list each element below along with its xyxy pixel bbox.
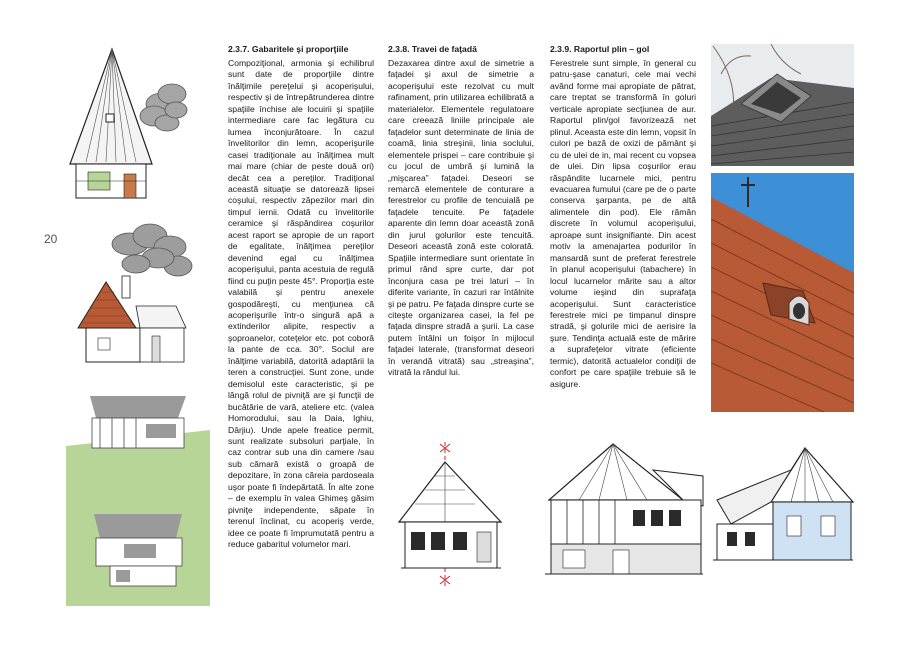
section-heading: 2.3.7. Gabaritele şi proporţiile <box>228 44 349 54</box>
proportions-illustration <box>66 44 210 606</box>
section-dimensions-proportions <box>228 44 374 550</box>
section-heading: 2.3.9. Raportul plin – gol <box>550 44 650 54</box>
tile-roof-dormer-photo <box>711 173 854 412</box>
section-heading: 2.3.8. Travei de faţadă <box>388 44 477 54</box>
barn-house-sketch <box>711 440 854 590</box>
section-solid-void-ratio <box>550 44 696 390</box>
section-facade-bays <box>388 44 534 379</box>
porch-house-sketch <box>543 440 705 590</box>
section-text: Ferestrele sunt simple, în general cu patru-şase canaturi, cele mai vechi având forme mai apropiate de pătrat, care treptat se transformă în goluri verticale apropiate secţiunea de aur. Raportul plin/gol favorizează net plinul. Aceasta este din lemn, vopsit în culori pe bază de oxizi de pământ şi cu de ulei de in, mai recent cu vopsea de ulei. Din lipsa coşurilor erau răspândite lucarnele mici, pentru evacuarea fumului (care pe de o parte conserva şarpanta, pe de altă alimentele din pod). Ele rămân discrete în volumul acoperişului, aproape sunt insignifiante. Din acest motiv la amenajartea podurilor în mansardă sunt de preferat ferestrele în planul acoperişului (tabachere) în locul lucarnelor mărite sau a altor volume ieşind din suprafaţa acoperişului. Sunt caracteristice ferestrele mici pe timpanul dinspre stradă, şi golurile mici de aerisire la şure. Tendinţa actuală este de mărire a suprafeţelor vitrate (eficiente termic), datorită actualelor condiţii de confort pe care spaţiile trebuie să le asigure. <box>550 58 696 389</box>
wooden-shingle-roof-photo <box>711 44 854 166</box>
tile-roof-house-sketch <box>78 224 192 362</box>
section-text: Compoziţional, armonia şi echilibrul sunt date de proporţiile dintre înălţimile pereţelui şi acoperişului, respectiv şi de întrepătrunderea dintre spaţiile închise ale locuirii şi spaţiile intermediare care fac legătura cu lumea înconjurătoare. În cazul învelitorilor din lemn, acoperişurile casei tradiţionale au înălţimea mult mai mare (chiar de peste două ori) decât cea a pereţilor. Tradiţional această situaţie se datorează lipsei coşului, respectiv zăpezilor mari din timpul iernii. Odată cu învelitorile ceramice şi răspândirea coşurilor acest raport se apropie de un raport de egalitate, înălţimea pereţilor devenind egal cu înălţimea acoperişului, panta acestuia de regulă fiind cu puţin peste 45°. Proporţia este valabilă şi pentru anexele gospodăreşti, cu menţiunea că acoperişurile într-o singură apă a extinderilor alipite, respectiv a şoproanelor, coteţelor etc. pot coborâ la pante de cca. 30°. Soclul are înălţime variabilă, datorită adaptării la teren a construcţiei. Sunt zone, unde demisolul este caracteristic, şi pe lângă rolul de pivniţă are şi funcţii de bucătărie de vară, ateliere etc. (valea Homorodului, sau la Daia, Ighiu, Dârjiu). Unde apele freatice permit, sunt realizate subsoluri parţiale, în caz contrar sub una din camere /sau sub cămară există o groapă de depozitare, în zona căreia pardoseala uşor poate fi îndepărtată. În alte zone – de exemplu în valea Ghimeş găsim pivniţe independente, săpate în terenul înclinat, cu acoperiş verde, idee ce poate fi împrumutată pentru a reduce gabaritul volumelor mari. <box>228 58 374 550</box>
facade-axis-sketch <box>395 440 507 590</box>
section-text: Dezaxarea dintre axul de simetrie a faţadei şi axul de simetrie a acoperişului este rezolvat cu mult rafinament, prin utilizarea echilibrată a materialelor. Elementele regulatoare care creează liniile principale ale faţadelor sunt determinate de linia de coamă, linia streşinii, linia soclului, elementele prispei – care contribuie şi cu jocul de umbră şi lumină la „mişcarea” faţadei. Deseori se remarcă elementele de conturare a ferestrelor cu profile de tencuială pe faţadele tencuite. Pe faţadele aparente din lemn doar această zonă din jurul golurilor este tencuită. Deseori această zonă este colorată. Spaţiile intermediare sunt orientate în primul rând spre curte, dar pot înconjura casa pe trei laturi – în diferite variante, în cazuri rar întâlnite şi pe patru. Pe faţada dinspre curte se citeşte organizarea casei, la fel pe faţada dinspre stradă a şurii. La case putem întâlni un foişor în mijlocul faţadei laterale, (transformat deseori în verandă vitrată) sau „streaşina”, vitrată la rândul lui. <box>388 58 534 378</box>
page-number: 20 <box>44 232 58 246</box>
wooden-roof-house-sketch <box>70 49 187 198</box>
